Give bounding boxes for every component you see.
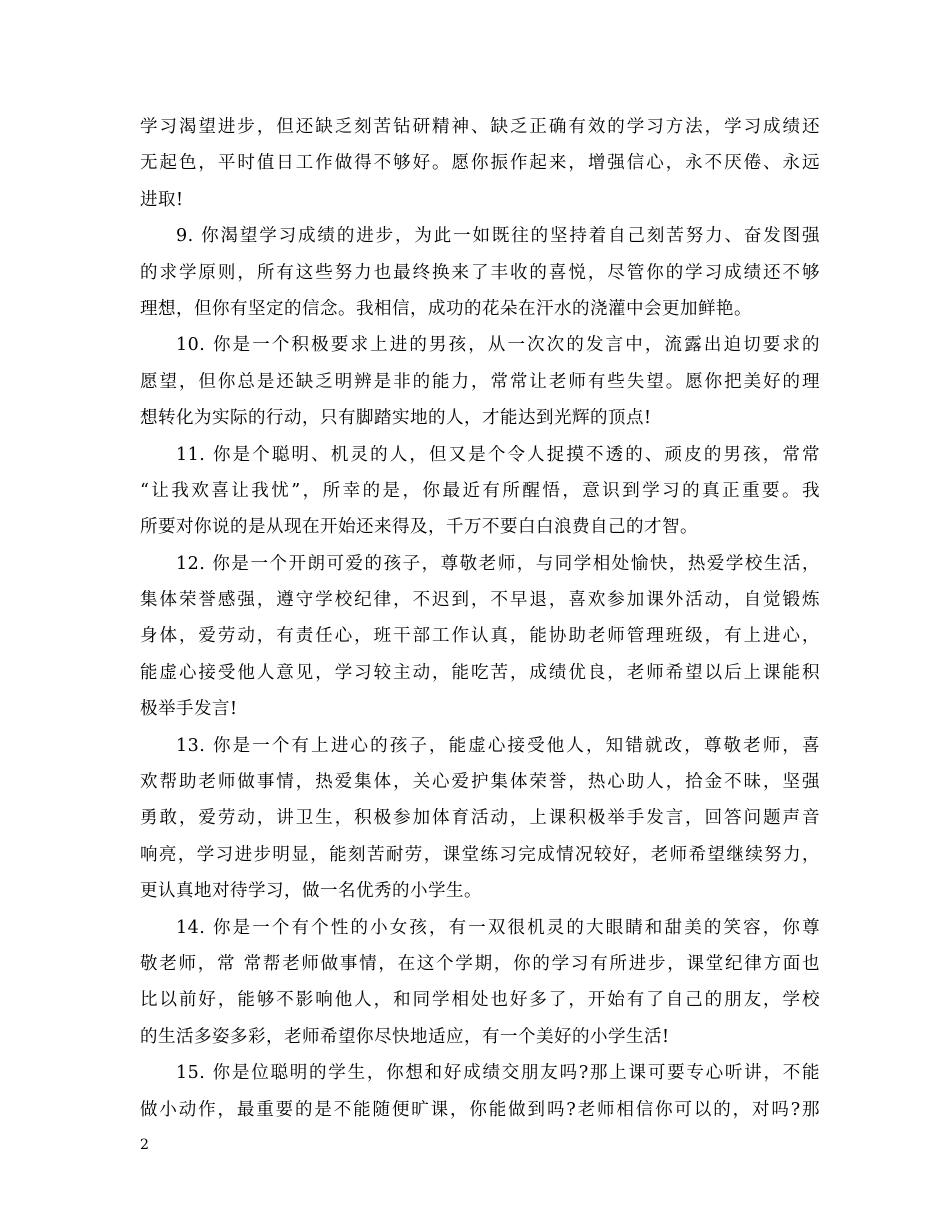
text-line: 学习渴望进步，但还缺乏刻苦钻研精神、缺乏正确有效的学习方法，学习成绩还 (140, 117, 820, 137)
text-line: 的生活多姿多彩，老师希望你尽快地适应，有一个美好的小学生活! (140, 1026, 670, 1047)
paragraph-15-line: 15. 你是位聪明的学生，你想和好成绩交朋友吗?那上课可要专心听讲，不能 (176, 1063, 820, 1084)
text-line: 做小动作，最重要的是不能随便旷课，你能做到吗?老师相信你可以的，对吗?那 (140, 1099, 820, 1120)
text-line: 理想，但你有坚定的信念。我相信，成功的花朵在汗水的浇灌中会更加鲜艳。 (140, 298, 752, 319)
paragraph-11-line: 11. 你是个聪明、机灵的人，但又是个令人捉摸不透的、顽皮的男孩，常常 (176, 444, 820, 465)
body-text (140, 109, 820, 1128)
text-line: 欢帮助老师做事情，热爱集体，关心爱护集体荣誉，热心助人，拾金不昧，坚强 (140, 772, 820, 793)
paragraph-14-line: 14. 你是一个有个性的小女孩，有一双很机灵的大眼睛和甜美的笑容，你尊 (176, 917, 820, 938)
text-line: 所要对你说的是从现在开始还来得及，千万不要白白浪费自己的才智。 (140, 517, 698, 538)
text-line: 敬老师，常 常帮老师做事情，在这个学期，你的学习有所进步，课堂纪律方面也 (140, 953, 820, 974)
text-line: 勇敢，爱劳动，讲卫生，积极参加体育活动，上课积极举手发言，回答问题声音 (140, 808, 820, 829)
text-line: 身体，爱劳动，有责任心，班干部工作认真，能协助老师管理班级，有上进心， (140, 626, 820, 647)
text-line: 响亮，学习进步明显，能刻苦耐劳，课堂练习完成情况较好，老师希望继续努力， (140, 844, 820, 865)
text-line: 无起色，平时值日工作做得不够好。愿你振作起来，增强信心，永不厌倦、永远 (140, 153, 820, 174)
paragraph-13-line: 13. 你是一个有上进心的孩子，能虚心接受他人，知错就改，尊敬老师，喜 (176, 735, 820, 756)
paragraph-12-line: 12. 你是一个开朗可爱的孩子，尊敬老师，与同学相处愉快，热爱学校生活， (176, 553, 820, 574)
paragraph-10-line: 10. 你是一个积极要求上进的男孩，从一次次的发言中，流露出迫切要求的 (176, 335, 820, 356)
text-line: 愿望，但你总是还缺乏明辨是非的能力，常常让老师有些失望。愿你把美好的理 (140, 371, 820, 392)
text-line: 进取! (140, 189, 184, 210)
text-line: 的求学原则，所有这些努力也最终换来了丰收的喜悦，尽管你的学习成绩还不够 (140, 262, 820, 283)
text-line: 集体荣誉感强，遵守学校纪律，不迟到，不早退，喜欢参加课外活动，自觉锻炼 (140, 590, 820, 611)
text-line: 想转化为实际的行动，只有脚踏实地的人，才能达到光辉的顶点! (140, 408, 652, 429)
text-line: 比以前好，能够不影响他人，和同学相处也好多了，开始有了自己的朋友，学校 (140, 990, 820, 1011)
paragraph-9-line: 9. 你渴望学习成绩的进步，为此一如既往的坚持着自己刻苦努力、奋发图强 (176, 226, 820, 247)
page-number: 2 (140, 1137, 149, 1153)
text-line: 更认真地对待学习，做一名优秀的小学生。 (140, 881, 482, 902)
text-line: “让我欢喜让我忧”，所幸的是，你最近有所醒悟，意识到学习的真正重要。我 (140, 480, 820, 501)
text-line: 能虚心接受他人意见，学习较主动，能吃苦，成绩优良，老师希望以后上课能积 (140, 662, 820, 683)
text-line: 极举手发言! (140, 699, 238, 720)
